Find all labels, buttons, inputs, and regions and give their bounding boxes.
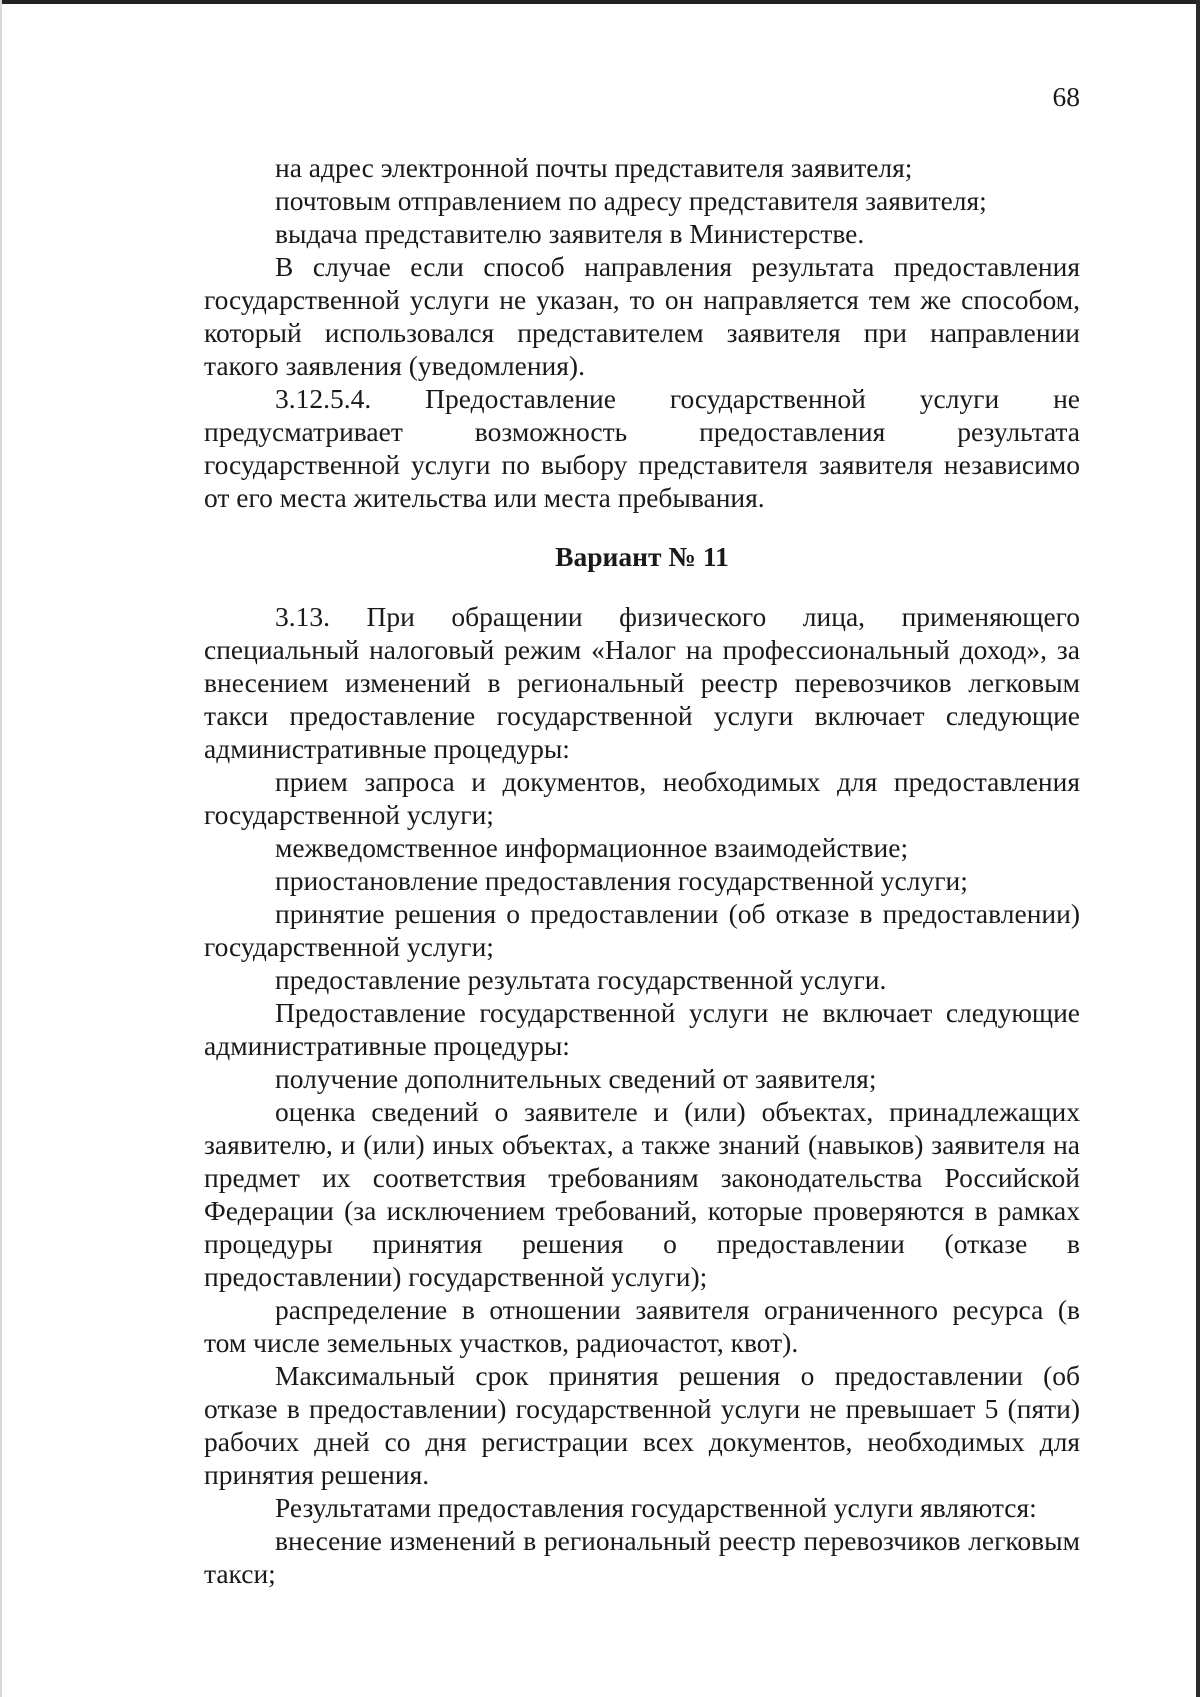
document-body <box>204 151 1080 1590</box>
scan-border-left <box>0 0 2 1697</box>
list-item-decision: принятие решения о предоставлении (об отказе в предоставлении) государственной услуги; <box>204 898 1080 962</box>
paragraph-postal-delivery: почтовым отправлением по адресу представителя заявителя; <box>275 185 987 216</box>
variant-heading: Вариант № 11 <box>555 541 729 572</box>
list-item-request-reception: прием запроса и документов, необходимых для предоставления государственной услуги; <box>204 766 1080 830</box>
paragraph-email-delivery: на адрес электронной почты представителя заявителя; <box>275 152 913 183</box>
paragraph-ministry-delivery: выдача представителю заявителя в Министерстве. <box>275 218 865 249</box>
scan-border-right <box>1196 0 1200 1697</box>
list-item-interagency: межведомственное информационное взаимодействие; <box>275 832 909 863</box>
list-item-assessment: оценка сведений о заявителе и (или) объектах, принадлежащих заявителю, и (или) иных объектах, а также знаний (навыков) заявителя на предмет их соответствия требованиям законодательства Российской Федерации (за исключением требований, которые проверяются в рамках процедуры принятия решения о предоставлении (отказе в предоставлении) государственной услуги); <box>204 1096 1080 1292</box>
paragraph-3-13: 3.13. При обращении физического лица, применяющего специальный налоговый режим «Налог на профессиональный доход», за внесением изменений в региональный реестр перевозчиков легковым такси предоставление государственной услуги включает следующие административные процедуры: <box>204 601 1080 764</box>
list-item-result-provision: предоставление результата государственной услуги. <box>275 964 887 995</box>
scan-border-top <box>0 0 1200 4</box>
list-item-resource-allocation: распределение в отношении заявителя ограниченного ресурса (в том числе земельных участков, радиочастот, квот). <box>204 1294 1080 1358</box>
paragraph-max-term: Максимальный срок принятия решения о предоставлении (об отказе в предоставлении) государственной услуги не превышает 5 (пяти) рабочих дней со дня регистрации всех документов, необходимых для принятия решения. <box>204 1360 1080 1490</box>
list-item-additional-info: получение дополнительных сведений от заявителя; <box>275 1063 877 1094</box>
paragraph-excluded-procedures: Предоставление государственной услуги не включает следующие административные процедуры: <box>204 997 1080 1061</box>
paragraph-default-method: В случае если способ направления результата предоставления государственной услуги не указан, то он направляется тем же способом, который использовался представителем заявителя при направлении такого заявления (уведомления). <box>204 251 1080 381</box>
list-item-suspension: приостановление предоставления государственной услуги; <box>275 865 968 896</box>
page-number: 68 <box>1052 81 1080 112</box>
list-item-registry-changes: внесение изменений в региональный реестр перевозчиков легковым такси; <box>204 1525 1080 1589</box>
paragraph-3-12-5-4: 3.12.5.4. Предоставление государственной услуги не предусматривает возможность предоставления результата государственной услуги по выбору представителя заявителя независимо от его места жительства или места пребывания. <box>204 383 1080 513</box>
paragraph-results-intro: Результатами предоставления государственной услуги являются: <box>275 1492 1037 1523</box>
